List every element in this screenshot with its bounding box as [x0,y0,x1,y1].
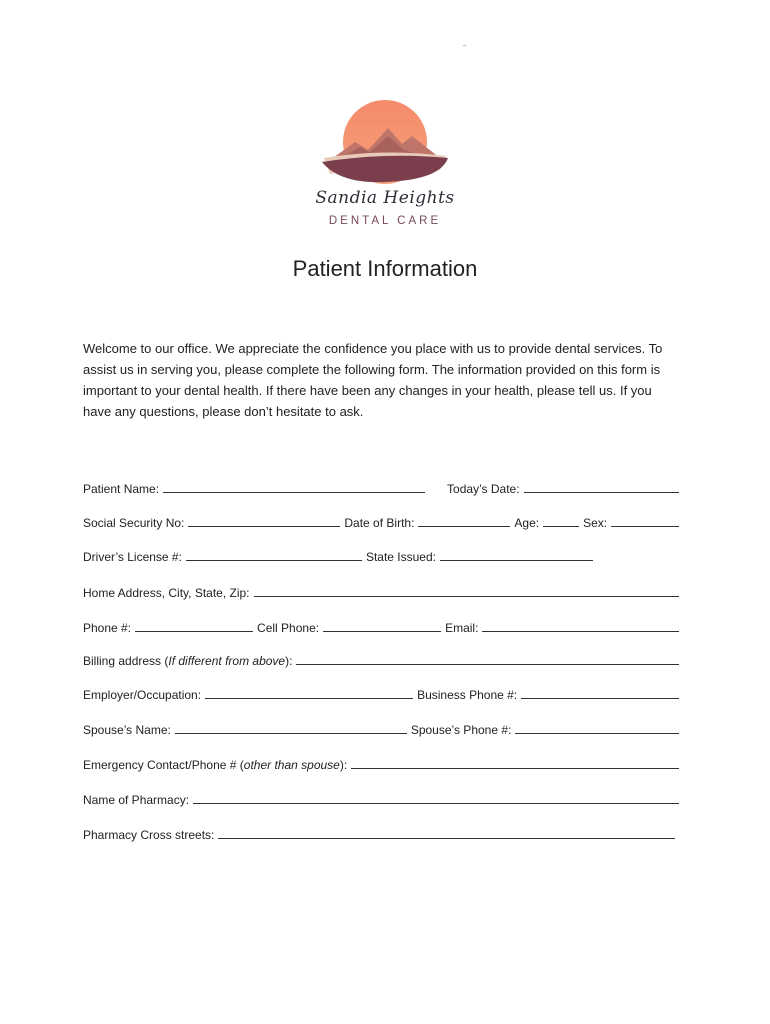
cell-phone-field[interactable] [323,619,441,632]
row-spouse [83,721,679,737]
age-field[interactable] [543,514,579,527]
billing-address-field[interactable] [296,652,679,665]
scan-mark [463,45,466,46]
billing-address-label: Billing address ( [83,654,169,668]
row-emergency-contact [83,756,679,772]
intro-paragraph: Welcome to our office. We appreciate the confidence you place with us to provide dental services. To assist us in serving you, please complete the following form. The information provided on this form is important to your dental health. If there have been any changes in your health, please tell us. If you have any questions, please don’t hesitate to ask. [83,341,663,419]
todays-date-label: Today’s Date: [447,482,520,496]
row-pharmacy-name [83,791,679,807]
ssn-field[interactable] [188,514,340,527]
ssn-label: Social Security No: [83,516,185,530]
age-label: Age: [514,516,540,530]
brand-subtitle: DENTAL CARE [328,215,442,227]
state-issued-field[interactable] [440,548,593,561]
dob-label: Date of Birth: [344,516,415,530]
billing-address-note: If different from above [168,654,286,668]
cell-phone-label: Cell Phone: [257,621,320,635]
drivers-license-label: Driver’s License #: [83,550,182,564]
emergency-contact-note: other than spouse [243,758,340,772]
spouse-name-label: Spouse’s Name: [83,723,171,737]
employer-label: Employer/Occupation: [83,688,202,702]
email-field[interactable] [482,619,679,632]
todays-date-field[interactable] [524,480,679,493]
home-address-label: Home Address, City, State, Zip: [83,586,250,600]
row-phones [83,619,679,635]
page-title: Patient Information [292,256,478,281]
spouse-name-field[interactable] [175,721,407,734]
email-label: Email: [445,621,479,635]
patient-name-field[interactable] [163,480,425,493]
patient-name-label: Patient Name: [83,482,160,496]
phone-field[interactable] [135,619,253,632]
sex-label: Sex: [583,516,608,530]
pharmacy-streets-label: Pharmacy Cross streets: [83,828,215,842]
sex-field[interactable] [611,514,679,527]
business-phone-label: Business Phone #: [417,688,518,702]
business-phone-field[interactable] [521,686,679,699]
row-employer [83,686,679,702]
spouse-phone-label: Spouse’s Phone #: [410,723,512,737]
row-drivers-license [83,548,593,564]
pharmacy-streets-field[interactable] [218,826,675,839]
brand-name: Sandia Heights [315,188,455,208]
state-issued-label: State Issued: [365,550,436,564]
employer-field[interactable] [205,686,413,699]
row-patient-name [83,480,679,496]
home-address-field[interactable] [254,584,679,597]
row-billing-address [83,652,679,668]
emergency-contact-label: Emergency Contact/Phone # ( [83,758,244,772]
pharmacy-name-field[interactable] [193,791,679,804]
spouse-phone-field[interactable] [515,721,679,734]
dob-field[interactable] [418,514,510,527]
emergency-contact-field[interactable] [351,756,679,769]
row-ssn [83,514,679,530]
drivers-license-field[interactable] [186,548,362,561]
emergency-contact-close: ): [339,758,348,772]
row-home-address [83,584,679,600]
pharmacy-name-label: Name of Pharmacy: [83,793,190,807]
billing-address-close: ): [285,654,293,668]
phone-label: Phone #: [83,621,132,635]
row-pharmacy-streets [83,826,675,842]
